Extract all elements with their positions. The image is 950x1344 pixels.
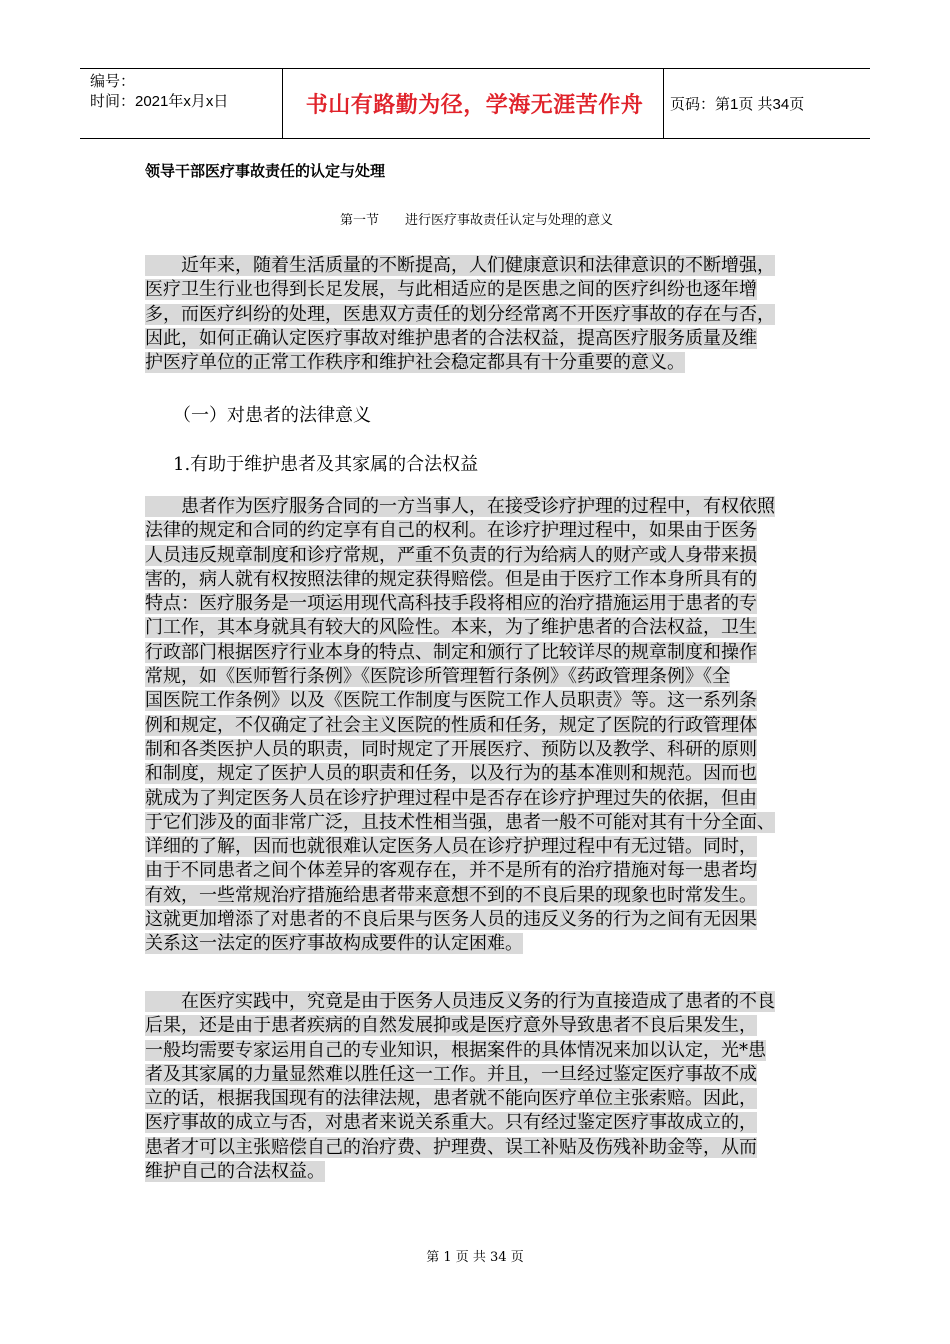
document-time-label: 时间：2021年x月x日	[90, 93, 229, 110]
paragraph-line: 国医院工作条例》以及《医院工作制度与医院工作人员职责》等。这一系列条	[145, 690, 757, 712]
paragraph-line: 患者才可以主张赔偿自己的治疗费、护理费、误工补贴及伤残补助金等，从而	[145, 1136, 757, 1158]
paragraph-line: 行政部门根据医疗行业本身的特点、制定和颁行了比较详尽的规章制度和操作	[145, 641, 757, 663]
paragraph-line: 就成为了判定医务人员在诊疗护理过程中是否存在诊疗护理过失的依据，但由	[145, 787, 757, 809]
paragraph-line: 近年来，随着生活质量的不断提高，人们健康意识和法律意识的不断增强，	[145, 255, 775, 276]
paragraph-line: 患者作为医疗服务合同的一方当事人，在接受诊疗护理的过程中，有权依照	[145, 496, 775, 517]
header-motto: 书山有路勤为径，学海无涯苦作舟	[305, 92, 644, 117]
subheading-rights: 1.有助于维护患者及其家属的合法权益	[173, 454, 479, 475]
header-meta	[90, 72, 228, 112]
paragraph-line: 害的，病人就有权按照法律的规定获得赔偿。但是由于医疗工作本身所具有的	[145, 568, 757, 590]
paragraph-line: 立的话，根据我国现有的法律法规，患者就不能向医疗单位主张索赔。因此，	[145, 1088, 757, 1110]
page-footer: 第 1 页 共 34 页	[426, 1250, 524, 1265]
paragraph-intro	[145, 254, 815, 375]
header-divider	[663, 69, 664, 138]
paragraph-line: 多，而医疗纠纷的处理，医患双方责任的划分经常离不开医疗事故的存在与否，	[145, 303, 775, 325]
paragraph-line: 后果，还是由于患者疾病的自然发展抑或是医疗意外导致患者不良后果发生，	[145, 1015, 757, 1037]
paragraph-line: 特点：医疗服务是一项运用现代高科技手段将相应的治疗措施运用于患者的专	[145, 593, 757, 615]
paragraph-practice	[145, 990, 815, 1184]
paragraph-line: 一般均需要专家运用自己的专业知识，根据案件的具体情况来加以认定，光*患	[145, 1039, 766, 1061]
header-divider	[282, 69, 283, 138]
paragraph-line: 有效，一些常规治疗措施给患者带来意想不到的不良后果的现象也时常发生。	[145, 884, 757, 906]
paragraph-line: 在医疗实践中，究竟是由于医务人员违反义务的行为直接造成了患者的不良	[145, 991, 775, 1012]
section-title	[340, 209, 613, 228]
paragraph-line: 者及其家属的力量显然难以胜任这一工作。并且，一旦经过鉴定医疗事故不成	[145, 1063, 757, 1085]
paragraph-line: 常规，如《医师暂行条例》《医院诊所管理暂行条例》《药政管理条例》《全	[145, 666, 730, 688]
paragraph-line: 法律的规定和合同的约定享有自己的权利。在诊疗护理过程中，如果由于医务	[145, 520, 757, 542]
paragraph-line: 详细的了解，因而也就很难认定医务人员在诊疗护理过程中有无过错。同时，	[145, 836, 757, 858]
paragraph-line: 关系这一法定的医疗事故构成要件的认定困难。	[145, 933, 523, 955]
document-title: 领导干部医疗事故责任的认定与处理	[145, 163, 386, 180]
subheading-legal-meaning: （一）对患者的法律意义	[173, 405, 371, 426]
paragraph-line: 人员违反规章制度和诊疗常规，严重不负责的行为给病人的财产或人身带来损	[145, 544, 757, 566]
paragraph-line: 门工作，其本身就具有较大的风险性。本来，为了维护患者的合法权益，卫生	[145, 617, 757, 639]
paragraph-line: 这就更加增添了对患者的不良后果与医务人员的违反义务的行为之间有无因果	[145, 909, 757, 931]
section-name: 进行医疗事故责任认定与处理的意义	[405, 213, 614, 228]
document-number-label: 编号：	[90, 73, 136, 90]
paragraph-line: 于它们涉及的面非常广泛，且技术性相当强，患者一般不可能对其有十分全面、	[145, 811, 775, 833]
paragraph-line: 维护自己的合法权益。	[145, 1161, 325, 1183]
paragraph-line: 医疗卫生行业也得到长足发展，与此相适应的是医患之间的医疗纠纷也逐年增	[145, 279, 757, 301]
paragraph-line: 医疗事故的成立与否，对患者来说关系重大。只有经过鉴定医疗事故成立的，	[145, 1112, 757, 1134]
header-page-info: 页码：第1页 共34页	[670, 96, 805, 113]
section-number: 第一节	[340, 213, 380, 228]
paragraph-line: 护医疗单位的正常工作秩序和维护社会稳定都具有十分重要的意义。	[145, 352, 685, 374]
paragraph-line: 由于不同患者之间个体差异的客观存在，并不是所有的治疗措施对每一患者均	[145, 860, 757, 882]
paragraph-rights	[145, 495, 815, 957]
paragraph-line: 制和各类医护人员的职责，同时规定了开展医疗、预防以及教学、科研的原则	[145, 738, 757, 760]
paragraph-line: 和制度，规定了医护人员的职责和任务，以及行为的基本准则和规范。因而也	[145, 763, 757, 785]
paragraph-line: 例和规定，不仅确定了社会主义医院的性质和任务，规定了医院的行政管理体	[145, 714, 757, 736]
page-header	[80, 68, 870, 139]
paragraph-line: 因此，如何正确认定医疗事故对维护患者的合法权益，提高医疗服务质量及维	[145, 327, 757, 349]
